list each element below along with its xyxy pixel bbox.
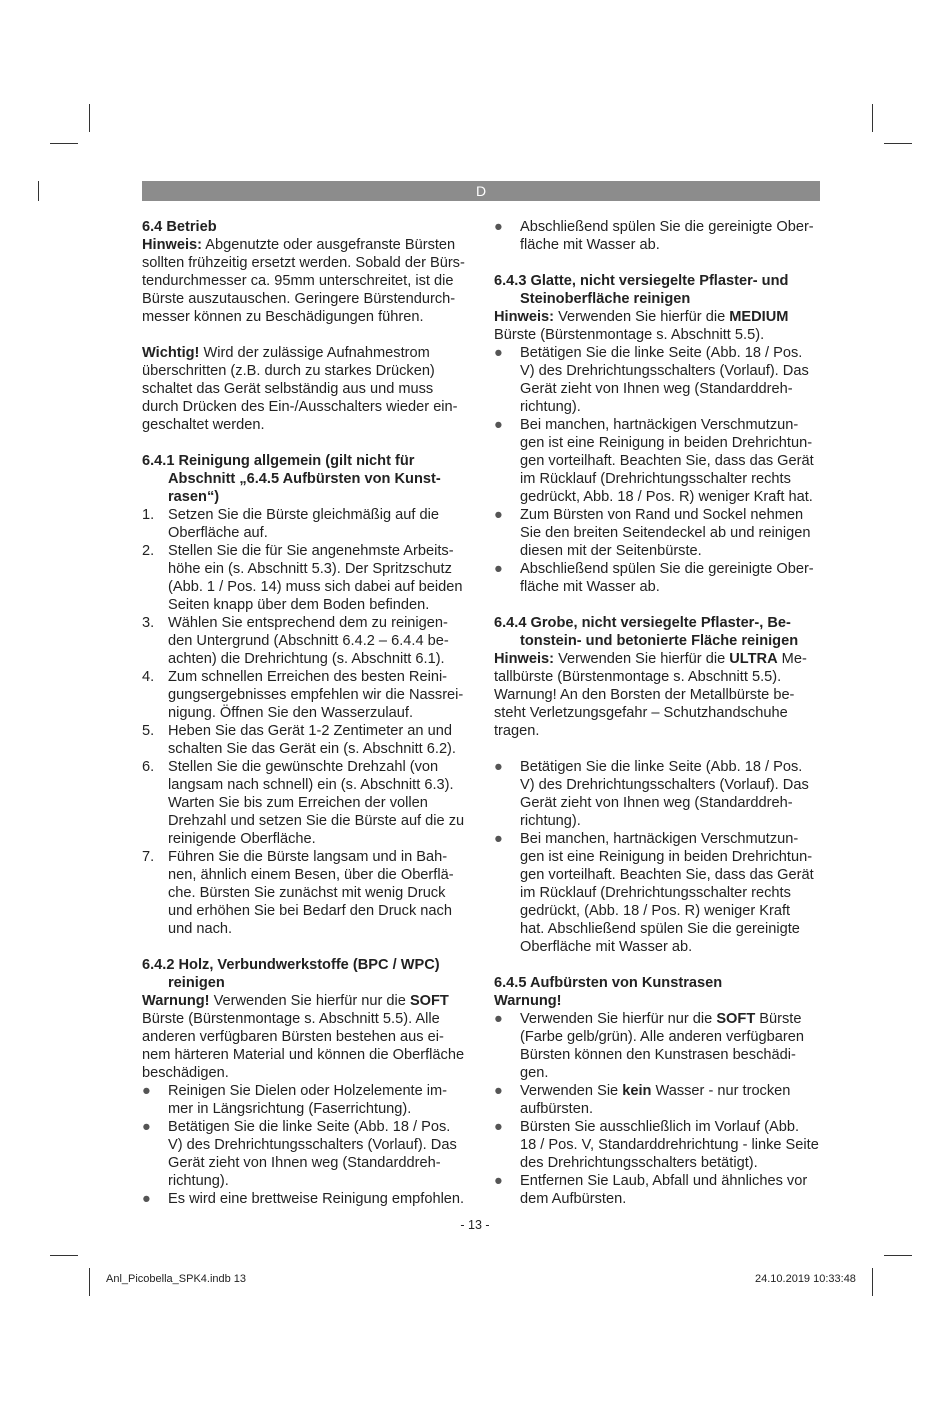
section-title: 6.4.2 Holz, Verbundwerkstoffe (BPC / WPC) (142, 957, 440, 973)
paragraph: Wichtig! Wird der zulässige Aufnahmestrom (142, 345, 430, 361)
bullet-item: ● Bei manchen, hartnäckigen Verschmutzun- gen ist eine Reinigung in beiden Drehrichtun- gen vorteilhaft. Beachten Sie, dass das Gerät im Rücklauf (Drehrichtungsschalter rechts gedrückt, Abb. 18 / Pos. R) weniger Kraft hat. (494, 417, 814, 505)
bullet-icon: ● (494, 561, 503, 577)
text-line: Bürste (Bürstenmontage s. Abschnitt 5.5). (494, 327, 765, 343)
crop-mark (89, 104, 90, 132)
warning-label: Warnung! (494, 993, 562, 1009)
footer-filename: Anl_Picobella_SPK4.indb 13 (106, 1273, 247, 1285)
text-line: geschaltet werden. (142, 417, 265, 433)
text-line: Bürste (Bürstenmontage s. Abschnitt 5.5). Alle (142, 1011, 440, 1027)
crop-mark (872, 104, 873, 132)
crop-mark (872, 1268, 873, 1296)
crop-mark (884, 1255, 912, 1256)
paragraph: Hinweis: Verwenden Sie hierfür die MEDIUM (494, 309, 789, 325)
text-line: Bürste auszutauschen. Geringere Bürstendurch- (142, 291, 456, 307)
section-title: reinigen (168, 975, 225, 991)
step-number: 7. (142, 849, 155, 865)
bullet-item: ● Bürsten Sie ausschließlich im Vorlauf (Abb. 18 / Pos. V, Standarddrehrichtung - linke Seite des Drehrichtungsschalters betätigt). (494, 1119, 819, 1171)
step-number: 4. (142, 669, 155, 685)
bullet-item: ● Zum Bürsten von Rand und Sockel nehmen Sie den breiten Seitendeckel ab und reinigen diesen mit der Seitenbürste. (494, 507, 811, 559)
text-line: nem härteren Material und können die Oberfläche (142, 1047, 465, 1063)
bullet-item: ● Es wird eine brettweise Reinigung empfohlen. (142, 1191, 465, 1207)
bullet-icon: ● (494, 759, 503, 775)
language-label: D (475, 183, 487, 199)
bullet-icon: ● (142, 1119, 151, 1135)
bullet-item: ● Bei manchen, hartnäckigen Verschmutzun- gen ist eine Reinigung in beiden Drehrichtun- gen vorteilhaft. Beachten Sie, dass das Gerät im Rücklauf (Drehrichtungsschalter rechts gedrückt, (Abb. 18 / Pos. R) weniger Kraft hat. Abschließend spülen Sie die gereinigte Oberfläche mit Wasser ab. (494, 831, 814, 955)
warning-label: Warnung! (142, 993, 210, 1009)
hint-label: Hinweis: (494, 309, 555, 325)
bullet-icon: ● (494, 1011, 503, 1027)
text-line: beschädigen. (142, 1065, 229, 1081)
bullet-icon: ● (142, 1191, 151, 1207)
bullet-icon: ● (494, 1119, 503, 1135)
crop-mark (50, 1255, 78, 1256)
text-line: Warnung! An den Borsten der Metallbürste be- (494, 687, 795, 703)
crop-mark (884, 143, 912, 144)
text-line: tendurchmesser ca. 95mm unterschreitet, ist die (142, 273, 454, 289)
paragraph: Warnung! Verwenden Sie hierfür nur die SOFT (142, 993, 449, 1009)
crop-mark (38, 181, 39, 201)
list-item: 3. Wählen Sie entsprechend dem zu reinigen- den Untergrund (Abschnitt 6.4.2 – 6.4.4 be- achten) die Drehrichtung (s. Abschnitt 6.1). (142, 615, 449, 667)
warning-label: Wichtig! (142, 345, 200, 361)
bullet-icon: ● (494, 219, 503, 235)
text-line: sollten frühzeitig ersetzt werden. Sobald der Bürs- (142, 255, 465, 271)
section-title: 6.4.4 Grobe, nicht versiegelte Pflaster-, Be- (494, 615, 791, 631)
step-number: 2. (142, 543, 155, 559)
step-number: 5. (142, 723, 155, 739)
bullet-item: ● Abschließend spülen Sie die gereinigte Ober- fläche mit Wasser ab. (494, 561, 814, 595)
bullet-item: ● Reinigen Sie Dielen oder Holzelemente im- mer in Längsrichtung (Faserrichtung). (142, 1083, 448, 1117)
list-item: 6. Stellen Sie die gewünschte Drehzahl (von langsam nach schnell) ein (s. Abschnitt 6.3). Warten Sie bis zum Erreichen der vollen Drehzahl und setzen Sie die Bürste auf die zu reinigende Oberfläche. (142, 759, 465, 847)
section-title: tonstein- und betonierte Fläche reinigen (520, 633, 799, 649)
bullet-icon: ● (494, 1173, 503, 1189)
list-item: 1. Setzen Sie die Bürste gleichmäßig auf die Oberfläche auf. (142, 507, 439, 541)
bullet-icon: ● (494, 1083, 503, 1099)
list-item: 7. Führen Sie die Bürste langsam und in Bah- nen, ähnlich einem Besen, über die Oberflä- che. Bürsten Sie zunächst mit wenig Druck und erhöhen Sie bei Bedarf den Druck nach und nach. (142, 849, 454, 937)
bullet-item: ● Abschließend spülen Sie die gereinigte Ober- fläche mit Wasser ab. (494, 219, 814, 253)
paragraph: Hinweis: Verwenden Sie hierfür die ULTRA Me- (494, 651, 807, 667)
text-line: durch Drücken des Ein-/Ausschalters wieder ein- (142, 399, 458, 415)
crop-mark (50, 143, 78, 144)
bullet-item: ● Betätigen Sie die linke Seite (Abb. 18 / Pos. V) des Drehrichtungsschalters (Vorlauf). Das Gerät zieht von Ihnen weg (Standarddreh- richtung). (142, 1119, 457, 1189)
bullet-item: ● Betätigen Sie die linke Seite (Abb. 18 / Pos. V) des Drehrichtungsschalters (Vorlauf). Das Gerät zieht von Ihnen weg (Standarddreh- richtung). (494, 345, 809, 415)
section-title: 6.4.3 Glatte, nicht versiegelte Pflaster- und (494, 273, 789, 289)
text-line: anderen verfügbaren Bürsten bestehen aus ei- (142, 1029, 444, 1045)
section-title: 6.4 Betrieb (142, 219, 217, 235)
text-line: überschritten (z.B. durch zu starkes Drücken) (142, 363, 435, 379)
step-number: 6. (142, 759, 155, 775)
footer-datetime: 24.10.2019 10:33:48 (755, 1273, 856, 1285)
right-column (494, 218, 824, 1208)
bullet-icon: ● (494, 417, 503, 433)
section-title: 6.4.5 Aufbürsten von Kunstrasen (494, 975, 723, 991)
list-item: 2. Stellen Sie die für Sie angenehmste Arbeits- höhe ein (s. Abschnitt 5.3). Der Spritzschutz (Abb. 1 / Pos. 14) muss sich dabei auf beiden Seiten knapp über dem Boden befinden. (142, 543, 463, 613)
bullet-icon: ● (142, 1083, 151, 1099)
bullet-icon: ● (494, 345, 503, 361)
bullet-item: ● Verwenden Sie hierfür nur die SOFT Bürste (Farbe gelb/grün). Alle anderen verfügbaren Bürsten können den Kunstrasen beschädi- gen. (494, 1011, 804, 1081)
bullet-icon: ● (494, 507, 503, 523)
section-title: rasen“) (168, 489, 220, 505)
bullet-item: ● Betätigen Sie die linke Seite (Abb. 18 / Pos. V) des Drehrichtungsschalters (Vorlauf). Das Gerät zieht von Ihnen weg (Standarddreh- richtung). (494, 759, 809, 829)
hint-label: Hinweis: (142, 237, 203, 253)
bullet-icon: ● (494, 831, 503, 847)
text-line: tallbürste (Bürstenmontage s. Abschnitt 5.5). (494, 669, 782, 685)
bullet-item: ● Entfernen Sie Laub, Abfall und ähnliches vor dem Aufbürsten. (494, 1173, 808, 1207)
step-number: 3. (142, 615, 155, 631)
paragraph: Hinweis: Abgenutzte oder ausgefranste Bürsten (142, 237, 456, 253)
bullet-item: ● Verwenden Sie kein Wasser - nur trocken aufbürsten. (494, 1083, 791, 1117)
hint-label: Hinweis: (494, 651, 555, 667)
page-number: - 13 - (460, 1218, 490, 1232)
crop-mark (89, 1268, 90, 1296)
section-title: 6.4.1 Reinigung allgemein (gilt nicht für (142, 453, 415, 469)
list-item: 4. Zum schnellen Erreichen des besten Reini- gungsergebnisses empfehlen wir die Nassrei- nigung. Öffnen Sie den Wasserzulauf. (142, 669, 464, 721)
left-column (142, 218, 472, 1208)
text-line: tragen. (494, 723, 540, 739)
section-title: Steinoberfläche reinigen (520, 291, 691, 307)
step-number: 1. (142, 507, 155, 523)
list-item: 5. Heben Sie das Gerät 1-2 Zentimeter an und schalten Sie das Gerät ein (s. Abschnitt 6.2). (142, 723, 456, 757)
language-header-bar (142, 181, 820, 201)
text-line: schaltet das Gerät selbständig aus und muss (142, 381, 434, 397)
section-title: Abschnitt „6.4.5 Aufbürsten von Kunst- (168, 471, 441, 487)
text-line: steht Verletzungsgefahr – Schutzhandschuhe (494, 705, 788, 721)
text-line: messer können zu Beschädigungen führen. (142, 309, 424, 325)
